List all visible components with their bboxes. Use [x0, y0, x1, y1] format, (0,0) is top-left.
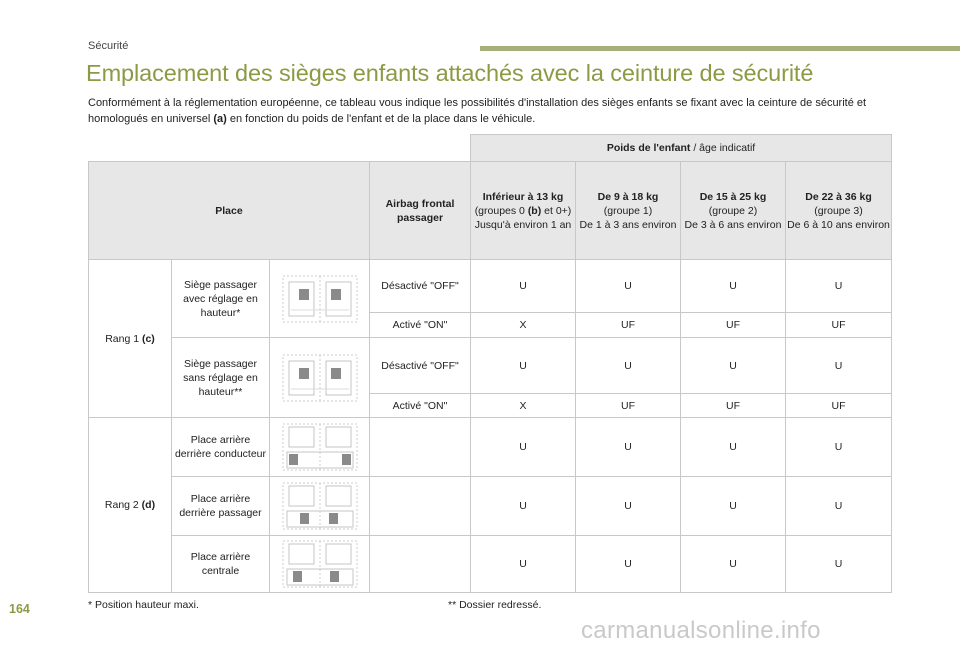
section-bar	[480, 46, 960, 51]
intro-text-1: Conformément à la réglementation européenne, ce tableau vous indique les possibilités d'installation des sièges enfants se fixant avec la ceinture de sécurité et homologués en universel	[88, 97, 867, 125]
rang1-label: Rang 1 (c)	[89, 260, 172, 418]
seat-diagram-rear-passenger	[270, 477, 370, 536]
cell-value: UF	[786, 394, 892, 418]
cell-value: U	[681, 418, 786, 477]
rear-driver-label: Place arrière derrière conducteur	[172, 418, 270, 477]
cell-value: U	[786, 536, 892, 593]
group-0-header: Inférieur à 13 kg (groupes 0 (b) et 0+) Jusqu'à environ 1 an	[471, 162, 576, 260]
cell-value: U	[576, 260, 681, 313]
car-seat-icon	[281, 422, 359, 472]
seat-adjustable-label: Siège passager avec réglage en hauteur*	[172, 260, 270, 338]
place-header: Place	[89, 162, 370, 260]
cell-value: U	[576, 536, 681, 593]
cell-value: X	[471, 313, 576, 338]
group-2-header: De 15 à 25 kg (groupe 2) De 3 à 6 ans environ	[681, 162, 786, 260]
cell-value: U	[786, 260, 892, 313]
section-title: Sécurité	[88, 40, 129, 52]
cell-value: U	[786, 477, 892, 536]
seat-diagram-front-fixed	[270, 338, 370, 418]
intro-text-2: en fonction du poids de l'enfant et de la place dans le véhicule.	[226, 113, 536, 125]
airbag-on-label: Activé "ON"	[370, 313, 471, 338]
rear-passenger-label: Place arrière derrière passager	[172, 477, 270, 536]
cell-value: U	[681, 536, 786, 593]
weight-header: Poids de l'enfant / âge indicatif	[471, 135, 892, 162]
airbag-on-label: Activé "ON"	[370, 394, 471, 418]
intro-bold-ref: (a)	[213, 113, 227, 125]
cell-value: U	[576, 338, 681, 394]
cell-value: U	[681, 260, 786, 313]
airbag-off-label: Désactivé "OFF"	[370, 338, 471, 394]
cell-value: U	[471, 477, 576, 536]
blank-airbag-cell	[370, 418, 471, 477]
cell-value: UF	[786, 313, 892, 338]
airbag-off-label: Désactivé "OFF"	[370, 260, 471, 313]
cell-value: U	[471, 260, 576, 313]
page-number: 164	[9, 602, 30, 616]
blank-airbag-cell	[370, 477, 471, 536]
child-seat-table	[88, 134, 892, 593]
airbag-header: Airbag frontal passager	[370, 162, 471, 260]
cell-value: UF	[681, 313, 786, 338]
blank-airbag-cell	[370, 536, 471, 593]
car-seat-icon	[281, 539, 359, 589]
cell-value: U	[471, 536, 576, 593]
cell-value: U	[576, 418, 681, 477]
cell-value: U	[471, 418, 576, 477]
footnote-backrest: ** Dossier redressé.	[448, 599, 542, 611]
cell-value: U	[786, 418, 892, 477]
cell-value: U	[786, 338, 892, 394]
cell-value: U	[471, 338, 576, 394]
group-1-header: De 9 à 18 kg (groupe 1) De 1 à 3 ans environ	[576, 162, 681, 260]
cell-value: UF	[576, 313, 681, 338]
watermark: carmanualsonline.info	[581, 617, 821, 644]
car-seat-icon	[281, 481, 359, 531]
seat-diagram-front-adjustable	[270, 260, 370, 338]
seat-diagram-rear-center	[270, 536, 370, 593]
seat-diagram-rear-driver	[270, 418, 370, 477]
rang2-label: Rang 2 (d)	[89, 418, 172, 593]
cell-value: UF	[576, 394, 681, 418]
cell-value: U	[681, 477, 786, 536]
page-title: Emplacement des sièges enfants attachés avec la ceinture de sécurité	[86, 60, 814, 86]
rear-center-label: Place arrière centrale	[172, 536, 270, 593]
cell-value: U	[576, 477, 681, 536]
cell-value: X	[471, 394, 576, 418]
seat-non-adjustable-label: Siège passager sans réglage en hauteur**	[172, 338, 270, 418]
car-seat-icon	[281, 274, 359, 324]
cell-value: U	[681, 338, 786, 394]
cell-value: UF	[681, 394, 786, 418]
footnote-height: * Position hauteur maxi.	[88, 599, 199, 611]
car-seat-icon	[281, 353, 359, 403]
intro-paragraph	[88, 95, 888, 127]
group-3-header: De 22 à 36 kg (groupe 3) De 6 à 10 ans environ	[786, 162, 892, 260]
